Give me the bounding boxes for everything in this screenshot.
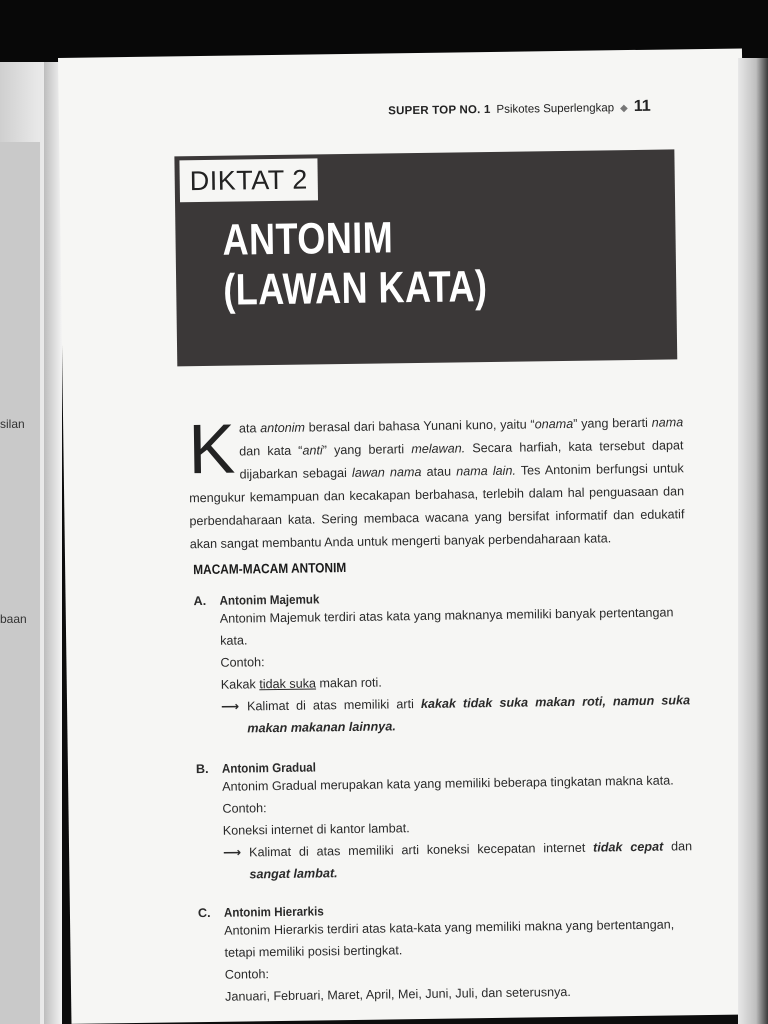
- intro-italic: nama lain.: [456, 463, 516, 479]
- example-text: makan roti.: [315, 675, 382, 691]
- left-page-fragment: baan: [0, 612, 27, 626]
- right-page-edge: [738, 58, 768, 1024]
- chapter-title-line2: (LAWAN KATA): [222, 262, 488, 315]
- item-body: [220, 601, 691, 740]
- page-number: 11: [633, 97, 651, 115]
- intro-text: ata: [238, 421, 261, 436]
- item-letter: B.: [195, 761, 209, 777]
- intro-text: Tes Antonim berfungsi untuk mengukur kemampuan dan kecakapan berbahasa, terlebih dalam hal penguasaan dan perbendaharaan kata. Sering membaca wacana yang bersifat informatif dan edukatif akan sangat membantu Anda untuk mengerti banyak perbendaharaan kata.: [189, 461, 685, 552]
- section-title: MACAM-MACAM ANTONIM: [193, 560, 347, 578]
- explanation-emphasis: kakak tidak suka makan roti, namun suka makan makanan lainnya.: [247, 693, 691, 736]
- item-definition: Antonim Gradual merupakan kata yang memiliki beberapa tingkatan makna kata.: [222, 773, 674, 794]
- explanation-text: [249, 835, 693, 885]
- intro-italic: onama: [534, 416, 574, 432]
- explanation-emphasis: sangat lambat.: [249, 866, 338, 882]
- intro-italic: lawan nama: [351, 464, 422, 480]
- item-letter: C.: [197, 905, 211, 921]
- intro-italic: antonim: [260, 420, 306, 436]
- intro-italic: nama: [651, 415, 684, 430]
- explanation-text: [247, 689, 691, 739]
- running-head: [388, 98, 651, 120]
- left-page-gray-area: [0, 142, 40, 1024]
- antonym-type-c: [198, 899, 694, 1008]
- intro-text: ” yang berarti: [573, 415, 652, 431]
- item-body: [224, 913, 694, 1008]
- explanation: [221, 689, 691, 740]
- chapter-label: DIKTAT 2: [179, 158, 318, 202]
- book-title-light: Psikotes Superlengkap: [496, 102, 615, 116]
- intro-paragraph: [188, 411, 685, 556]
- intro-text: berasal dari bahasa Yunani kuno, yaitu “: [304, 417, 535, 435]
- intro-text: dan kata “: [239, 443, 303, 459]
- explanation-plain: dan: [663, 839, 693, 854]
- book-title-bold: SUPER TOP NO. 1: [388, 103, 491, 118]
- intro-text: Secara harfiah, kata tersebut dapat dijabarkan sebagai: [239, 438, 684, 482]
- drop-cap: K: [187, 409, 236, 489]
- chapter-title-line1: ANTONIM: [222, 213, 394, 265]
- item-letter: A.: [193, 593, 207, 609]
- arrow-right-icon: ⟶: [223, 845, 242, 860]
- item-title: Antonim Gradual: [221, 760, 317, 776]
- intro-text: atau: [421, 464, 457, 479]
- example-underlined: tidak suka: [259, 676, 317, 692]
- explanation-emphasis: tidak cepat: [593, 839, 664, 855]
- intro-italic: melawan.: [411, 441, 466, 457]
- item-title: Antonim Majemuk: [219, 592, 320, 608]
- item-definition: Antonim Majemuk terdiri atas kata yang maknanya memiliki banyak pertentangan kata.: [219, 605, 674, 648]
- antonym-type-b: [196, 755, 693, 886]
- contoh-label: Contoh:: [220, 655, 265, 670]
- example-sentence: Januari, Februari, Maret, April, Mei, Juni, Juli, dan seterusnya.: [225, 984, 571, 1004]
- left-page-fragment: silan: [0, 417, 25, 431]
- intro-italic: anti: [302, 443, 323, 458]
- diamond-icon: ◆: [620, 103, 628, 115]
- item-title: Antonim Hierarkis: [223, 904, 324, 920]
- antonym-type-a: [193, 587, 690, 740]
- chapter-title: [222, 212, 487, 316]
- item-definition: Antonim Hierarkis terdiri atas kata-kata yang memiliki makna yang bertentangan, tetapi memiliki posisi bertingkat.: [224, 917, 675, 960]
- example-text: Kakak: [220, 677, 260, 692]
- contoh-label: Contoh:: [222, 801, 267, 816]
- explanation-plain: Kalimat di atas memiliki arti koneksi kecepatan internet: [249, 840, 594, 860]
- contoh-label: Contoh:: [224, 967, 270, 982]
- intro-text: ” yang berarti: [322, 442, 412, 458]
- explanation: [223, 835, 693, 886]
- arrow-right-icon: ⟶: [220, 699, 240, 714]
- explanation-plain: Kalimat di atas memiliki arti: [246, 696, 422, 714]
- book-page: [58, 48, 755, 1023]
- item-body: [222, 769, 692, 886]
- example-sentence: Koneksi internet di kantor lambat.: [222, 821, 410, 838]
